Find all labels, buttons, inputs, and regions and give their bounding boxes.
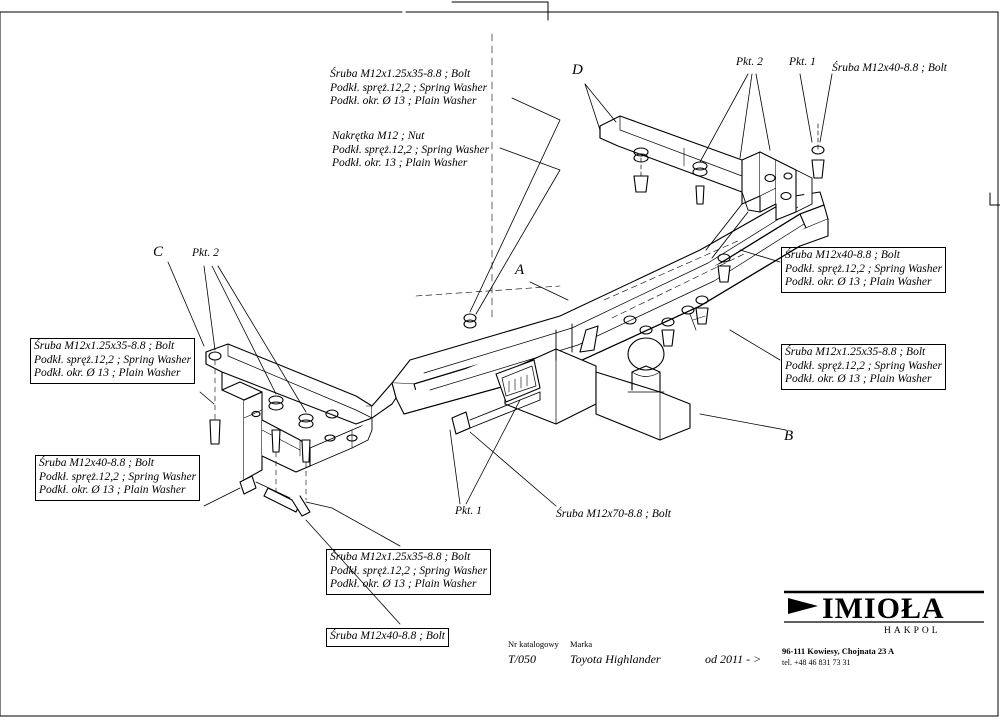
- point-label-pkt1-bottom: Pkt. 1: [455, 505, 482, 517]
- note-line: Śruba M12x1.25x35-8.8 ; Bolt: [330, 551, 471, 563]
- years-text: od 2011 - >: [705, 652, 762, 666]
- note-line: Podkł. okr. Ø 13 ; Plain Washer: [39, 484, 186, 496]
- note-line: Śruba M12x40-8.8 ; Bolt: [832, 62, 947, 74]
- point-label-pkt2-top: Pkt. 2: [736, 56, 763, 68]
- note-line: Podkł. okr. Ø 13 ; Plain Washer: [785, 276, 932, 288]
- note-line: Śruba M12x1.25x35-8.8 ; Bolt: [785, 346, 926, 358]
- titleblock-vehicle: [570, 650, 661, 668]
- note-line: Śruba M12x40-8.8 ; Bolt: [39, 457, 154, 469]
- note-line: Śruba M12x40-8.8 ; Bolt: [785, 249, 900, 261]
- note-left-1: [30, 338, 195, 384]
- note-line: Podkł. okr. Ø 13 ; Plain Washer: [34, 367, 181, 379]
- note-line: Podkł. okr. 13 ; Plain Washer: [332, 157, 468, 169]
- note-line: Podkł. spręż.12,2 ; Spring Washer: [330, 564, 488, 577]
- note-line: Podkł. okr. Ø 13 ; Plain Washer: [330, 578, 477, 590]
- titleblock-catalog-number: [508, 650, 536, 668]
- note-line: Podkł. spręż.12,2 ; Spring Washer: [330, 81, 488, 94]
- note-bottom-3: [556, 508, 671, 522]
- callout-C: C: [153, 244, 164, 260]
- catalog-number-text: T/050: [508, 652, 537, 666]
- note-right-1: [781, 247, 946, 293]
- logo-sub-text: HAKPOL: [884, 626, 941, 636]
- note-line: Śruba M12x1.25x35-8.8 ; Bolt: [34, 340, 175, 352]
- note-line: Nakrętka M12 ; Nut: [332, 130, 425, 142]
- callout-A: A: [515, 262, 525, 278]
- note-line: Podkł. spręż.12,2 ; Spring Washer: [785, 262, 943, 275]
- note-right-2: [781, 344, 946, 390]
- note-bottom-1: [326, 549, 491, 595]
- note-line: Podkł. spręż.12,2 ; Spring Washer: [34, 353, 192, 366]
- note-line: Podkł. spręż.12,2 ; Spring Washer: [785, 359, 943, 372]
- note-top-right: [832, 62, 947, 76]
- vehicle-text: Toyota Highlander: [570, 652, 661, 666]
- note-top-left-2: [332, 130, 489, 171]
- note-line: Podkł. spręż.12,2 ; Spring Washer: [39, 470, 197, 483]
- point-label-pkt2-left: Pkt. 2: [192, 247, 219, 259]
- callout-D: D: [572, 62, 583, 78]
- logo-name-text: IMIOŁA: [822, 592, 945, 625]
- note-left-2: [35, 455, 200, 501]
- note-bottom-2: [326, 628, 449, 647]
- address-line-2: tel. +48 46 831 73 31: [782, 658, 851, 667]
- note-line: Śruba M12x40-8.8 ; Bolt: [330, 630, 445, 642]
- note-line: Podkł. spręż.12,2 ; Spring Washer: [332, 143, 490, 156]
- logo-sub: [884, 620, 941, 638]
- company-address: [782, 646, 894, 668]
- brand-caption-text: Marka: [570, 639, 593, 649]
- note-line: Śruba M12x70-8.8 ; Bolt: [556, 508, 671, 520]
- note-top-left-1: [330, 68, 487, 109]
- note-line: Podkł. okr. Ø 13 ; Plain Washer: [330, 95, 477, 107]
- titleblock-years: [705, 650, 761, 668]
- catalog-caption-text: Nr katalogowy: [508, 639, 559, 649]
- address-line-1: 96-111 Kowiesy, Chojnata 23 A: [782, 646, 895, 656]
- note-line: Śruba M12x1.25x35-8.8 ; Bolt: [330, 68, 471, 80]
- point-label-pkt1-top: Pkt. 1: [789, 56, 816, 68]
- note-line: Podkł. okr. Ø 13 ; Plain Washer: [785, 373, 932, 385]
- callout-B: B: [784, 428, 794, 444]
